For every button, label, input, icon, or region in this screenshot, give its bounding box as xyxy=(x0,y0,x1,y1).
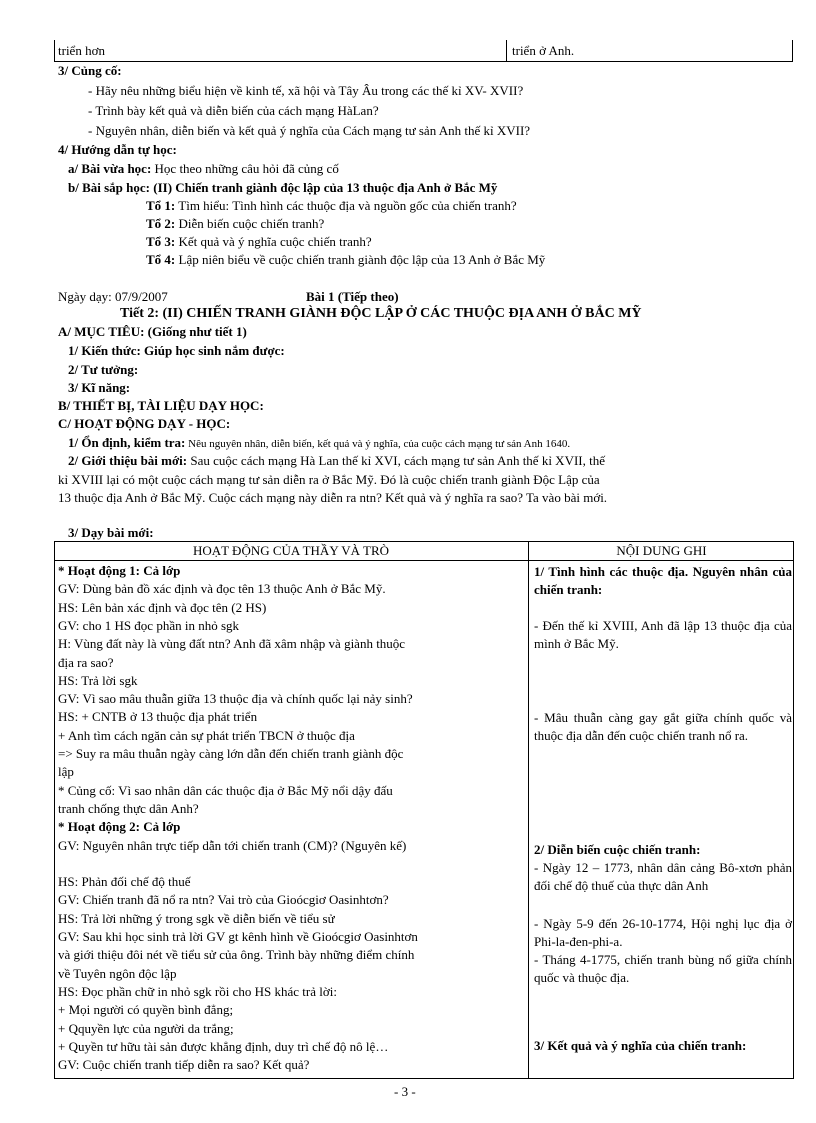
table-border-middle xyxy=(506,40,507,62)
table-right-text: - Ngày 12 – 1773, nhân dân cảng Bô-xtơn phản đối chế độ thuế của thực dân Anh xyxy=(534,860,792,894)
section-a-item: 3/ Kĩ năng: xyxy=(68,380,131,395)
group-task xyxy=(146,216,324,232)
table-right-heading: 3/ Kết quả và ý nghĩa của chiến tranh: xyxy=(534,1038,747,1053)
table-border-left xyxy=(54,40,55,62)
bai-vua-hoc-label: a/ Bài vừa học: xyxy=(68,161,152,176)
table-header-left: HOẠT ĐỘNG CỦA THẦY VÀ TRÒ xyxy=(192,543,390,558)
group-text: Diễn biến cuộc chiến tranh? xyxy=(175,216,325,231)
table-right-text: - Tháng 4-1775, chiến tranh bùng nổ giữa chính quốc và thuộc địa. xyxy=(534,952,792,986)
group-label: Tổ 4: xyxy=(146,252,176,267)
lesson-activity-table xyxy=(54,541,794,1081)
table-column-separator xyxy=(528,541,529,1079)
table-right-text: - Mâu thuẫn càng gay gắt giữa chính quốc và thuộc địa dẫn đến cuộc chiến tranh nổ ra. xyxy=(534,710,792,744)
bai-sap-hoc-label: b/ Bài sắp học: xyxy=(68,180,150,195)
table-left-line: địa ra sao? xyxy=(58,654,114,670)
table-left-line: GV: Vì sao mâu thuẫn giữa 13 thuộc địa và chính quốc lại nảy sinh? xyxy=(58,691,413,707)
table-left-line: tranh chống thực dân Anh? xyxy=(58,800,199,816)
group-text: Kết quả và ý nghĩa cuộc chiến tranh? xyxy=(175,234,372,249)
section-a-item: 2/ Tư tưởng: xyxy=(68,362,139,377)
page-number: - 3 - xyxy=(394,1084,416,1099)
lesson-title: Bài 1 (Tiếp theo) xyxy=(306,289,399,304)
table-left-line: GV: Chiến tranh đã nổ ra ntn? Vai trò của Gioócgiơ Oasinhtơn? xyxy=(58,892,389,908)
bai-sap-hoc xyxy=(68,180,497,196)
bai-vua-hoc-text: Học theo những câu hỏi đã củng cố xyxy=(151,161,339,176)
table-left-line: + Qquyền lực của người da trắng; xyxy=(58,1020,234,1036)
table-left-line: về Tuyên ngôn độc lập xyxy=(58,965,177,981)
top-row-left-text: triển hơn xyxy=(58,43,105,58)
table-left-line: * Hoạt động 2: Cả lớp xyxy=(58,819,181,835)
table-left-line: GV: Nguyên nhân trực tiếp dẫn tới chiến tranh (CM)? (Nguyên kế) xyxy=(58,837,407,853)
table-left-line: GV: Dùng bản đồ xác định và đọc tên 13 thuộc Anh ở Bắc Mỹ. xyxy=(58,581,386,597)
group-text: Tìm hiểu: Tình hình các thuộc địa và nguồn gốc của chiến tranh? xyxy=(175,198,517,213)
lesson-subtitle: Tiết 2: (II) CHIẾN TRANH GIÀNH ĐỘC LẬP Ở CÁC THUỘC ĐỊA ANH Ở BẮC MỸ xyxy=(120,306,642,321)
table-left-line: GV: cho 1 HS đọc phần in nhỏ sgk xyxy=(58,617,240,633)
bai-sap-hoc-text: (II) Chiến tranh giành độc lập của 13 thuộc địa Anh ở Bắc Mỹ xyxy=(150,180,498,195)
section-a-item: 1/ Kiến thức: Giúp học sinh nắm được: xyxy=(68,343,285,358)
gioi-thieu-line: kỉ XVIII lại có một cuộc cách mạng tư sản diễn ra ở Bắc Mỹ. Đó là cuộc chiến tranh giành Độc Lập của xyxy=(58,472,600,487)
table-right-text: - Ngày 5-9 đến 26-10-1774, Hội nghị lục địa ở Phi-la-đen-phi-a. xyxy=(534,916,792,950)
table-left-line: lập xyxy=(58,764,74,780)
table-left-line: GV: Cuộc chiến tranh tiếp diễn ra sao? Kết quả? xyxy=(58,1057,310,1073)
group-text: Lập niên biểu về cuộc chiến tranh giành độc lập của 13 Anh ở Bắc Mỹ xyxy=(175,252,546,267)
table-left-line: H: Vùng đất này là vùng đất ntn? Anh đã xâm nhập và giành thuộc xyxy=(58,636,406,652)
cung-co-item: - Trình bày kết quả và diễn biến của cách mạng HàLan? xyxy=(88,103,379,118)
table-left-line: HS: + CNTB ở 13 thuộc địa phát triển xyxy=(58,709,258,725)
table-left-line: HS: Phản đối chế độ thuế xyxy=(58,874,191,890)
day-bai-moi-heading: 3/ Dạy bài mới: xyxy=(68,525,154,540)
table-left-line: HS: Trả lời sgk xyxy=(58,672,138,688)
section-b-heading: B/ THIẾT BỊ, TÀI LIỆU DẠY HỌC: xyxy=(58,398,264,413)
section-c-heading: C/ HOẠT ĐỘNG DẠY - HỌC: xyxy=(58,416,231,431)
table-header-right: NỘI DUNG GHI xyxy=(616,543,707,558)
cung-co-item: - Hãy nêu những biểu hiện về kinh tế, xã hội và Tây Âu trong các thế kỉ XV- XVII? xyxy=(88,83,524,98)
cung-co-heading: 3/ Củng cố: xyxy=(58,63,122,78)
table-left-line: GV: Sau khi học sinh trả lời GV gt kênh hình về Gioócgiơ Oasinhtơn xyxy=(58,929,418,944)
group-label: Tổ 2: xyxy=(146,216,176,231)
table-left-line: + Quyền tư hữu tài sản được khẳng định, duy trì chế độ nô lệ… xyxy=(58,1038,389,1054)
group-task xyxy=(146,252,545,268)
cung-co-item: - Nguyên nhân, diễn biến và kết quả ý nghĩa của Cách mạng tư sản Anh thế kỉ XVII? xyxy=(88,123,531,138)
table-header-separator xyxy=(54,560,794,561)
gioi-thieu-label: 2/ Giới thiệu bài mới: xyxy=(68,453,188,468)
table-right-heading: 1/ Tình hình các thuộc địa. Nguyên nhân của chiến tranh: xyxy=(534,564,792,598)
table-left-line: HS: Đọc phần chữ in nhỏ sgk rồi cho HS khác trả lời: xyxy=(58,983,337,999)
huong-dan-heading: 4/ Hướng dẫn tự học: xyxy=(58,142,177,157)
top-row-right-text: triển ở Anh. xyxy=(512,43,575,58)
section-a-heading: A/ MỤC TIÊU: (Giống như tiết 1) xyxy=(58,324,247,339)
group-label: Tổ 1: xyxy=(146,198,176,213)
lesson-date: Ngày dạy: 07/9/2007 xyxy=(58,289,168,304)
gioi-thieu-text: Sau cuộc cách mạng Hà Lan thế kỉ XVI, cách mạng tư sản Anh thế kỉ XVII, thế xyxy=(187,453,606,468)
table-left-line: HS: Lên bản xác định và đọc tên (2 HS) xyxy=(58,599,267,615)
group-task xyxy=(146,198,517,214)
table-right-text: - Đến thế kỉ XVIII, Anh đã lập 13 thuộc địa của mình ở Bắc Mỹ. xyxy=(534,618,792,652)
table-border-right xyxy=(792,40,793,62)
on-dinh-kiem-tra xyxy=(68,435,570,451)
table-right-heading: 2/ Diễn biến cuộc chiến tranh: xyxy=(534,842,701,857)
gioi-thieu-line xyxy=(68,453,605,469)
bai-vua-hoc xyxy=(68,161,339,177)
group-task xyxy=(146,234,372,250)
table-left-line: => Suy ra mâu thuẫn ngày càng lớn dẫn đến chiến tranh giành độc xyxy=(58,746,404,761)
gioi-thieu-line: 13 thuộc địa Anh ở Bắc Mỹ. Cuộc cách mạng này diễn ra ntn? Kết quả và ý nghĩa ra sao? Ta vào bài mới. xyxy=(58,490,608,505)
table-left-line: * Củng cố: Vì sao nhân dân các thuộc địa ở Bắc Mỹ nổi dậy đấu xyxy=(58,782,393,798)
table-border-bottom xyxy=(54,61,793,62)
top-table-fragment xyxy=(54,40,793,62)
table-left-line: + Mọi người có quyền bình đẳng; xyxy=(58,1002,234,1018)
table-left-line: + Anh tìm cách ngăn cản sự phát triển TBCN ở thuộc địa xyxy=(58,727,355,743)
table-left-line: * Hoạt động 1: Cả lớp xyxy=(58,563,181,578)
table-left-line: và giới thiệu đôi nét về tiểu sử của ông. Trình bày những điểm chính xyxy=(58,947,415,963)
on-dinh-text: Nêu nguyên nhân, diễn biến, kết quả và ý nghĩa, của cuộc cách mạng tư sản Anh 1640. xyxy=(185,438,571,450)
on-dinh-label: 1/ Ổn định, kiểm tra: xyxy=(68,435,186,450)
table-left-line: HS: Trả lời những ý trong sgk về diễn biến về tiểu sử xyxy=(58,910,335,926)
group-label: Tổ 3: xyxy=(146,234,176,249)
